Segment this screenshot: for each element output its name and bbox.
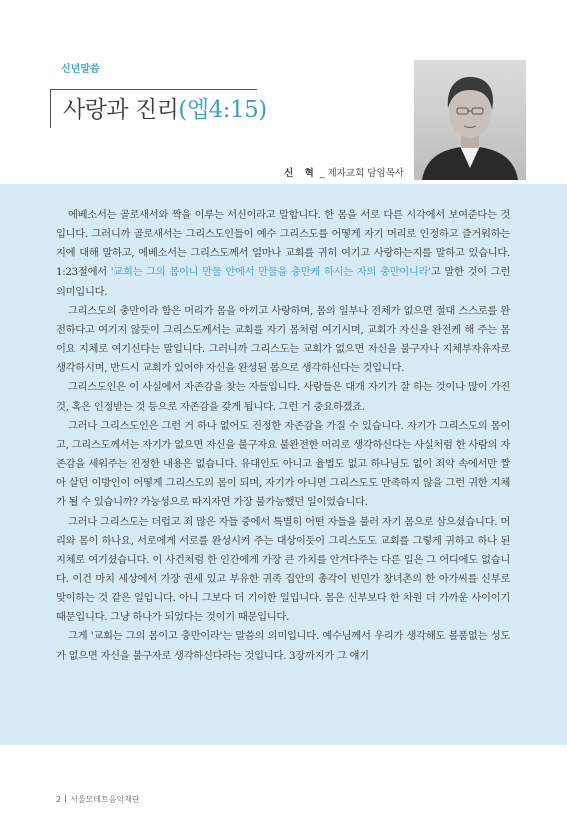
author-name: 신 혁 bbox=[284, 168, 318, 179]
paragraph: 그게 '교회는 그의 몸이고 충만이라'는 말씀의 의미입니다. 예수님께서 우리가 생각해도 볼품없는 성도가 없으면 자신을 불구자로 생각하신다라는 것입니다. 3장까지가 그 얘기 bbox=[56, 630, 510, 662]
paragraph: 그리스도인은 이 사실에서 자존감을 찾는 자들입니다. 사람들은 대개 자기가 잘 하는 것이나 많이 가진 것, 혹은 인정받는 것 등으로 자존감을 갖게 됩니다. 그런 거 중요하겠죠. bbox=[56, 381, 510, 413]
title-text: 사랑과 진리 bbox=[63, 97, 179, 123]
section-label: 신년말씀 bbox=[61, 64, 100, 75]
title-scripture-reference: (엡4:15) bbox=[178, 97, 267, 123]
paragraph: 그리스도의 충만이라 함은 머리가 몸을 아끼고 사랑하며, 몸의 일부나 전체가 없으면 절대 스스로를 완전하다고 여기지 않듯이 그리스도께서는 교회를 자기 몸처럼 여기시며, 교회가 자신을 완전케 해 주는 몸이요 지체로 여기신다는 말입니다. 그러니까 그리스도는 교회가 없으면 자신을 불구자나 지체부자유자로 생각하시며, 반드시 교회가 있어야 자신을 완성된 몸으로 생각하신다는 것입니다. bbox=[56, 304, 510, 375]
page-title bbox=[63, 91, 267, 124]
author-photo bbox=[414, 60, 526, 180]
article-body bbox=[56, 206, 510, 666]
page-number: 2 bbox=[56, 795, 62, 804]
footer-divider bbox=[65, 795, 66, 803]
author-byline bbox=[284, 165, 404, 179]
paragraph: 그러나 그리스도인은 그런 거 하나 없어도 진정한 자존감을 가질 수 있습니다. 자기가 그리스도의 몸이고, 그리스도께서는 자기가 없으면 자신을 불구자요 불완전한 머리로 생각하신다는 사실처럼 한 사람의 자존감을 세워주는 진정한 내용은 없습니다. 유대인도 아니고 율법도 없고 하나님도 없이 죄악 속에서만 짤아 살던 이방인이 어떻게 그리스도의 몸이 되며, 자기가 아니면 그리스도도 만족하지 않을 그런 귀한 지체가 될 수 있습니까? 가능성으로 따지자면 가장 불가능했던 일이었습니다. bbox=[56, 419, 510, 509]
paragraph-text: 에베소서는 골로새서와 짝을 이루는 서신이라고 말합니다. 한 몸을 서로 다른 시각에서 보여준다는 것입니다. 그러니까 골로새서는 그리스도인들이 예수 그리스도를 어떻게 자기 머리로 인정하고 즐거워하는지에 대해 말하고, 에베소서는 그리스도께서 얼마나 교회를 귀히 여기고 사랑하는지를 말하고 있습니다. 1:23절에서 bbox=[56, 209, 510, 279]
scripture-quote: '교회는 그의 몸이니 만물 안에서 만물을 충만케 하시는 자의 충만이니라' bbox=[110, 266, 431, 279]
paragraph: 그러나 그리스도는 더럽고 죄 많은 자들 중에서 특별히 어떤 자들을 불러 자기 몸으로 삼으셨습니다. 머리와 몸이 하나요, 서로에게 서로를 완성시켜 주는 대상이듯이 그리스도도 교회를 그렇게 귀하고 하나 된 지체로 여기셨습니다. 이 사건처럼 한 인간에게 가장 큰 가치를 안겨다주는 다른 일은 그 어디에도 없습니다. 이건 마치 세상에서 가장 권세 있고 부유한 귀족 집안의 총각이 빈민가 창녀촌의 한 아가씨를 신부로 맞이하는 것 같은 일입니다. 아니 그보다 더 기이한 일입니다. 몸은 신부보다 한 차원 더 가까운 사이이기 때문입니다. 그냥 하나가 되었다는 것이기 때문입니다. bbox=[56, 515, 510, 624]
page-footer bbox=[56, 794, 140, 805]
paragraph-text: 고 말한 것이 그런 의미입니다. bbox=[56, 266, 511, 298]
paragraph bbox=[56, 206, 510, 302]
author-role: _ 제자교회 담임목사 bbox=[319, 168, 404, 179]
author-portrait-icon bbox=[414, 60, 526, 180]
publication-name: 서울모테트음악재단 bbox=[70, 795, 140, 804]
